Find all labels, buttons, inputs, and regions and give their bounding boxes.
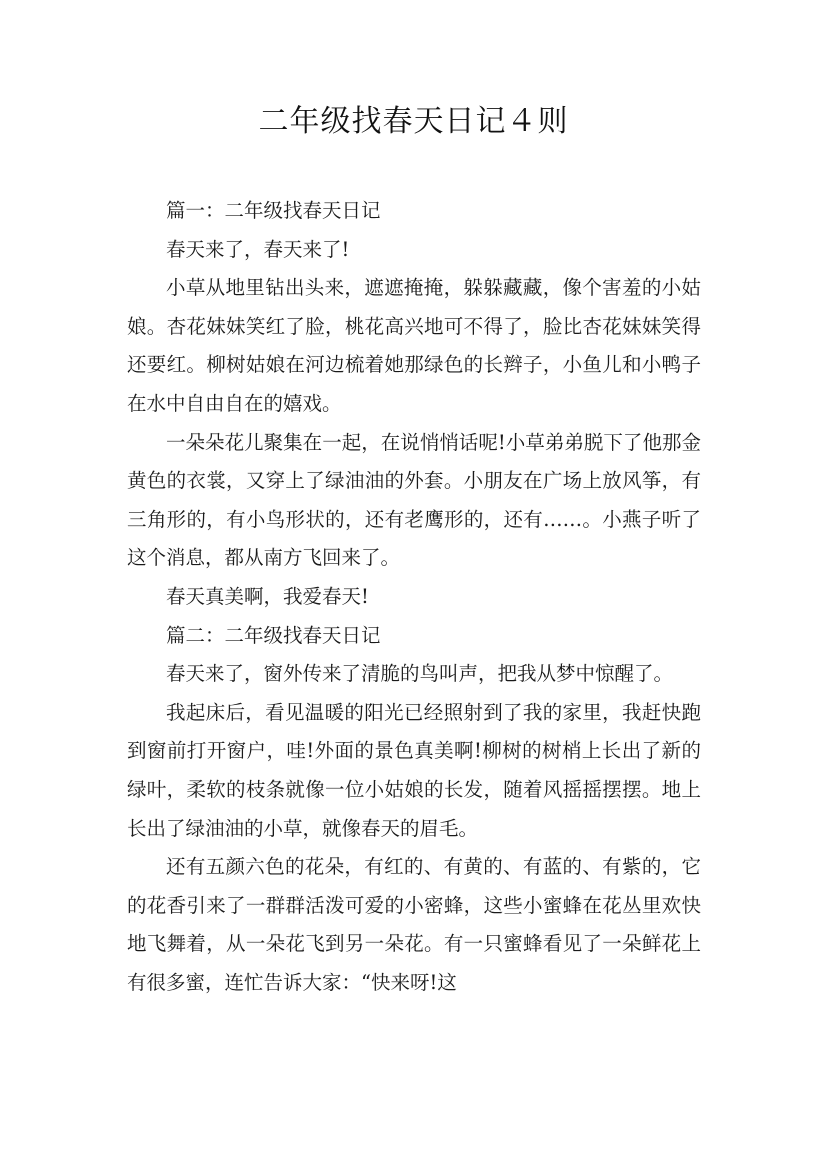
paragraph: 春天真美啊，我爱春天!	[166, 584, 369, 608]
paragraph: 春天来了，窗外传来了清脆的鸟叫声，把我从梦中惊醒了。	[166, 662, 674, 686]
paragraph: 一朵朵花儿聚集在一起，在说悄悄话呢!小草弟弟脱下了他那金黄色的衣裳，又穿上了绿油油的外套。小朋友在广场上放风筝，有三角形的，有小鸟形状的，还有老鹰形的，还有……。小燕子听了这个消息，都从南方飞回来了。	[127, 430, 701, 570]
section-heading: 篇二：二年级找春天日记	[166, 623, 381, 647]
paragraph: 春天来了，春天来了!	[166, 237, 350, 261]
document-title: 二年级找春天日记４则	[258, 104, 569, 139]
paragraph: 小草从地里钻出头来，遮遮掩掩，躲躲藏藏，像个害羞的小姑娘。杏花妹妹笑红了脸，桃花高兴地可不得了，脸比杏花妹妹笑得还要红。柳树姑娘在河边梳着她那绿色的长辫子，小鱼儿和小鸭子在水中自由自在的嬉戏。	[127, 276, 701, 415]
paragraph: 我起床后，看见温暖的阳光已经照射到了我的家里，我赶快跑到窗前打开窗户，哇!外面的景色真美啊!柳树的树梢上长出了新的绿叶，柔软的枝条就像一位小姑娘的长发，随着风摇摇摆摆。地上长出了绿油油的小草，就像春天的眉毛。	[127, 700, 701, 840]
document-body	[127, 192, 701, 1002]
paragraph: 还有五颜六色的花朵，有红的、有黄的、有蓝的、有紫的，它的花香引来了一群群活泼可爱的小密蜂，这些小蜜蜂在花丛里欢快地飞舞着，从一朵花飞到另一朵花。有一只蜜蜂看见了一朵鲜花上有很多蜜，连忙告诉大家：“快来呀!这	[127, 855, 701, 994]
section-heading: 篇一：二年级找春天日记	[166, 199, 381, 222]
